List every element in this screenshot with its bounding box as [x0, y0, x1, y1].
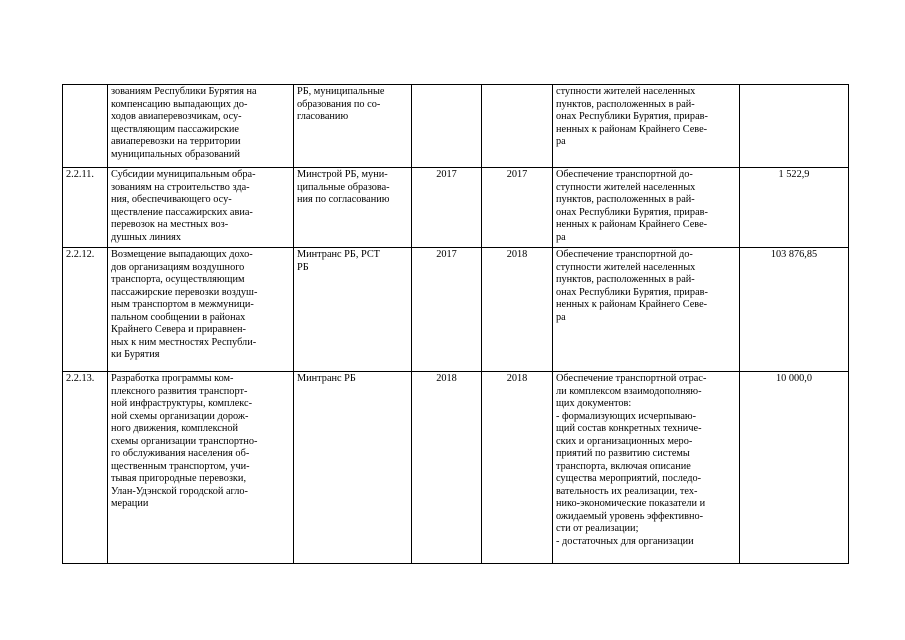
name-line: ходов авиаперевозчикам, осу- — [111, 111, 242, 122]
name-line: пальном сообщении в районах — [111, 311, 246, 323]
exec-line: Минтранс РБ — [297, 373, 356, 384]
result-line: вательность их реализации, тех- — [556, 485, 698, 497]
name-line: перевозок на местных воз- — [111, 219, 229, 230]
result-line: щих документов: — [556, 398, 632, 409]
expected-result-cell — [553, 168, 740, 248]
result-line: ступности жителей населенных — [556, 181, 696, 193]
exec-line: образования по со- — [297, 98, 381, 110]
expected-result-cell — [553, 85, 740, 168]
result-line: - формализующих исчерпываю- — [556, 410, 697, 422]
name-line: Крайнего Севера и приравнен- — [111, 324, 246, 335]
result-line: щий состав конкретных техниче- — [556, 423, 702, 434]
name-line: душных линиях — [111, 231, 182, 243]
name-line: ной инфраструктуры, комплекс- — [111, 398, 253, 409]
name-line: транспорта, осуществляющим — [111, 274, 245, 285]
result-line: онах Республики Бурятия, прирав- — [556, 111, 708, 122]
start-year-cell — [412, 85, 482, 168]
result-line: - достаточных для организации — [556, 535, 694, 547]
result-line: ступности жителей населенных — [556, 86, 696, 97]
start-year-cell: 2018 — [412, 372, 482, 564]
name-line: щественным транспортом, учи- — [111, 460, 250, 472]
name-line: компенсацию выпадающих до- — [111, 98, 248, 110]
result-line: пунктов, расположенных в рай- — [556, 98, 695, 110]
funding-amount-cell: 103 876,85 — [740, 248, 849, 372]
result-line: Обеспечение транспортной до- — [556, 249, 693, 260]
result-line: ских и организационных меро- — [556, 435, 693, 447]
expected-result-cell — [553, 372, 740, 564]
name-line: ной схемы организации дорож- — [111, 410, 249, 422]
executor-cell — [294, 85, 412, 168]
name-line: ного движения, комплексной — [111, 423, 239, 434]
name-line: схемы организации транспортно- — [111, 435, 258, 447]
funding-amount-cell: 1 522,9 — [740, 168, 849, 248]
name-line: зованиям Республики Бурятия на — [111, 86, 257, 97]
executor-cell — [294, 372, 412, 564]
name-line: ния, обеспечивающего осу- — [111, 194, 232, 205]
result-line: пунктов, расположенных в рай- — [556, 194, 695, 205]
result-line: сти от реализации; — [556, 523, 639, 534]
funding-amount-cell — [740, 85, 849, 168]
start-year-cell: 2017 — [412, 168, 482, 248]
expected-result-cell — [553, 248, 740, 372]
name-line: пассажирские перевозки воздуш- — [111, 286, 258, 298]
table-row — [63, 85, 849, 168]
result-line: нико-экономические показатели и — [556, 498, 706, 509]
result-line: Обеспечение транспортной до- — [556, 169, 693, 180]
name-line: го обслуживания населения об- — [111, 448, 250, 459]
funding-amount-cell: 10 000,0 — [740, 372, 849, 564]
item-number-cell — [63, 85, 108, 168]
result-line: существа мероприятий, последо- — [556, 473, 702, 484]
result-line: ра — [556, 311, 566, 323]
item-number-cell: 2.2.13. — [63, 372, 108, 564]
exec-line: Минтранс РБ, РСТ — [297, 249, 380, 260]
result-line: ожидаемый уровень эффективно- — [556, 510, 704, 522]
result-line: онах Республики Бурятия, прирав- — [556, 286, 708, 298]
measure-name-cell — [108, 248, 294, 372]
measures-table — [62, 84, 849, 564]
table-row — [63, 372, 849, 564]
result-line: Обеспечение транспортной отрас- — [556, 373, 707, 384]
name-line: дов организациям воздушного — [111, 261, 245, 273]
exec-line: ципальные образова- — [297, 181, 390, 193]
item-number-cell: 2.2.11. — [63, 168, 108, 248]
name-line: зованиям на строительство зда- — [111, 181, 250, 193]
name-line: Улан-Удэнской городской агло- — [111, 485, 248, 497]
result-line: ступности жителей населенных — [556, 261, 696, 273]
exec-line: РБ, муниципальные — [297, 86, 385, 97]
name-line: ки Бурятия — [111, 349, 160, 360]
name-line: тывая пригородные перевозки, — [111, 473, 247, 484]
exec-line: гласованию — [297, 111, 349, 122]
name-line: ных к ним местностях Республи- — [111, 336, 257, 348]
name-line: плексного развития транспорт- — [111, 385, 248, 397]
end-year-cell: 2017 — [482, 168, 553, 248]
result-line: ненных к районам Крайнего Севе- — [556, 299, 708, 310]
result-line: приятий по развитию системы — [556, 448, 690, 459]
end-year-cell: 2018 — [482, 248, 553, 372]
exec-line: РБ — [297, 261, 309, 273]
table-row — [63, 168, 849, 248]
table-body — [63, 85, 849, 564]
result-line: пунктов, расположенных в рай- — [556, 274, 695, 285]
result-line: онах Республики Бурятия, прирав- — [556, 206, 708, 218]
item-number-cell: 2.2.12. — [63, 248, 108, 372]
measure-name-cell — [108, 372, 294, 564]
name-line: Субсидии муниципальным обра- — [111, 169, 256, 180]
result-line: ра — [556, 136, 566, 147]
executor-cell — [294, 168, 412, 248]
name-line: авиаперевозки на территории — [111, 136, 241, 147]
result-line: транспорта, включая описание — [556, 460, 691, 472]
table-row — [63, 248, 849, 372]
name-line: муниципальных образований — [111, 148, 240, 160]
end-year-cell — [482, 85, 553, 168]
name-line: ществление пассажирских авиа- — [111, 206, 253, 218]
measure-name-cell — [108, 85, 294, 168]
result-line: ли комплексом взаимодополняю- — [556, 385, 702, 397]
measure-name-cell — [108, 168, 294, 248]
result-line: ра — [556, 231, 566, 243]
name-line: ществляющим пассажирские — [111, 123, 239, 135]
name-line: мерации — [111, 498, 149, 509]
executor-cell — [294, 248, 412, 372]
name-line: Возмещение выпадающих дохо- — [111, 249, 253, 260]
end-year-cell: 2018 — [482, 372, 553, 564]
exec-line: ния по согласованию — [297, 194, 390, 205]
result-line: ненных к районам Крайнего Севе- — [556, 219, 708, 230]
result-line: ненных к районам Крайнего Севе- — [556, 123, 708, 135]
exec-line: Минстрой РБ, муни- — [297, 169, 388, 180]
start-year-cell: 2017 — [412, 248, 482, 372]
name-line: Разработка программы ком- — [111, 373, 234, 384]
name-line: ным транспортом в межмуници- — [111, 299, 254, 310]
